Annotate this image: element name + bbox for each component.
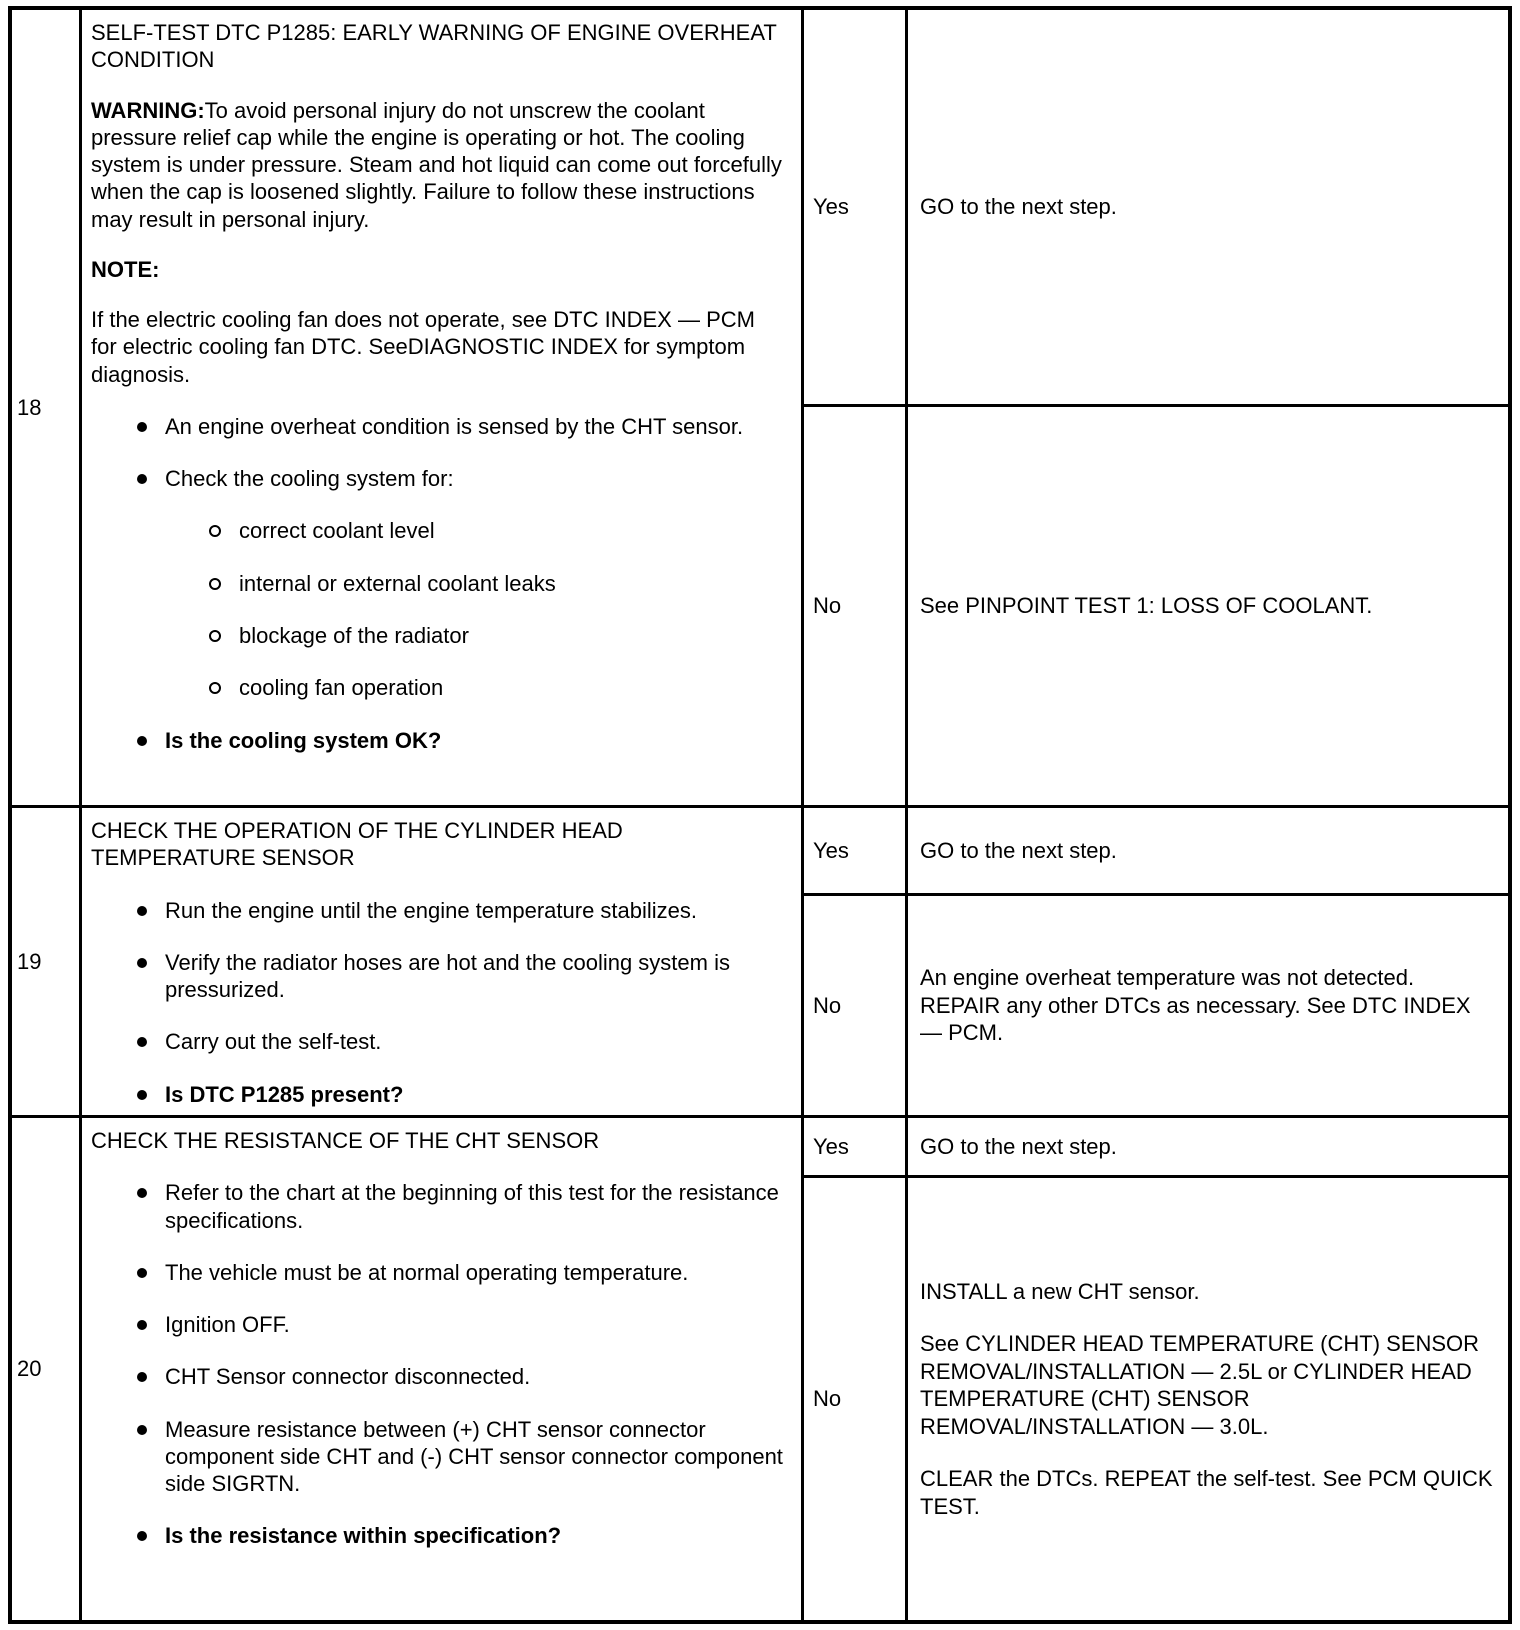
open-bullet-icon (209, 682, 221, 694)
answer-label: No (813, 593, 842, 618)
step-title: SELF-TEST DTC P1285: EARLY WARNING OF ENGINE OVERHEAT CONDITION (91, 20, 777, 73)
bullet-item (91, 413, 785, 440)
bullet-text: Refer to the chart at the beginning of this test for the resistance specifications. (165, 1180, 779, 1233)
bullet-text: Ignition OFF. (165, 1312, 290, 1338)
action-cell (908, 896, 1508, 1115)
filled-bullet-icon (137, 1320, 147, 1330)
bullet-item (91, 465, 785, 492)
action-text: See CYLINDER HEAD TEMPERATURE (CHT) SENSOR REMOVAL/INSTALLATION — 2.5L or CYLINDER HEAD TEMPERATURE (CHT) SENSOR REMOVAL/INSTALLATION — 3.0L. (920, 1331, 1480, 1439)
bullet-list (91, 897, 785, 1108)
answer-label: No (813, 1386, 842, 1411)
bullet-text: Check the cooling system for: (165, 466, 454, 492)
bullet-item (91, 949, 785, 1004)
filled-bullet-icon (137, 1037, 147, 1047)
bullet-item (91, 1363, 785, 1390)
note-label: NOTE: (91, 256, 160, 282)
answer-label: Yes (813, 837, 849, 863)
bullet-item (91, 1259, 785, 1286)
outcome-yes-row (804, 10, 1508, 407)
sub-bullet-item (91, 622, 785, 649)
step-title: CHECK THE OPERATION OF THE CYLINDER HEAD TEMPERATURE SENSOR (91, 818, 623, 871)
bullet-text: correct coolant level (239, 518, 435, 544)
action-text: GO to the next step. (920, 1133, 1117, 1159)
step-number: 19 (17, 948, 42, 974)
answer-cell (804, 808, 908, 893)
warning-label: WARNING: (91, 97, 205, 123)
warning-text: To avoid personal injury do not unscrew the coolant pressure relief cap while the engine is operating or hot. The cooling system is under pressure. Steam and hot liquid can come out forcefully when the cap is loosened slightly. Failure to follow these instructions may result in personal injury. (91, 97, 782, 232)
action-text: An engine overheat temperature was not detected. REPAIR any other DTCs as necessary. See DTC INDEX — PCM. (920, 965, 1471, 1046)
action-text: See PINPOINT TEST 1: LOSS OF COOLANT. (920, 593, 1373, 619)
bullet-list (91, 1179, 785, 1549)
outcome-yes-row (804, 808, 1508, 896)
bullet-text: internal or external coolant leaks (239, 570, 556, 596)
answer-label: Yes (813, 194, 849, 219)
open-bullet-icon (209, 578, 221, 590)
filled-bullet-icon (137, 736, 147, 746)
filled-bullet-icon (137, 422, 147, 432)
answer-cell (804, 407, 908, 805)
warning-paragraph (91, 97, 785, 233)
open-bullet-icon (209, 630, 221, 642)
filled-bullet-icon (137, 474, 147, 484)
table-row-19 (12, 808, 1508, 1118)
action-cell (908, 10, 1508, 404)
answer-cell (804, 10, 908, 404)
outcome-no-row (804, 407, 1508, 805)
answer-cell (804, 1178, 908, 1620)
description-cell (82, 10, 804, 805)
note-paragraph: If the electric cooling fan does not operate, see DTC INDEX — PCM for electric cooling fan DTC. SeeDIAGNOSTIC INDEX for symptom diagnosis. (91, 307, 755, 387)
bullet-text: Measure resistance between (+) CHT sensor connector component side CHT and (-) CHT sensor connector component side SIGRTN. (165, 1416, 783, 1497)
action-cell (908, 1178, 1508, 1620)
action-cell (908, 808, 1508, 893)
bullet-item (91, 1179, 785, 1234)
filled-bullet-icon (137, 1090, 147, 1100)
diagnostic-table (8, 6, 1512, 1624)
sub-bullet-item (91, 517, 785, 544)
question-bullet-item (91, 727, 785, 754)
outcome-yes-row (804, 1118, 1508, 1178)
question-bullet-item (91, 1081, 785, 1108)
bullet-text: blockage of the radiator (239, 622, 469, 648)
bullet-item (91, 1416, 785, 1498)
action-text: GO to the next step. (920, 837, 1117, 863)
description-cell (82, 1118, 804, 1620)
action-text: GO to the next step. (920, 194, 1117, 220)
table-row-18 (12, 10, 1508, 808)
bullet-text: cooling fan operation (239, 675, 444, 701)
filled-bullet-icon (137, 1531, 147, 1541)
question-text: Is DTC P1285 present? (165, 1081, 404, 1107)
filled-bullet-icon (137, 958, 147, 968)
sub-bullet-item (91, 674, 785, 701)
outcome-column (804, 1118, 1508, 1620)
bullet-item (91, 1028, 785, 1055)
filled-bullet-icon (137, 906, 147, 916)
question-bullet-item (91, 1522, 785, 1549)
filled-bullet-icon (137, 1372, 147, 1382)
outcome-no-row (804, 1178, 1508, 1620)
bullet-text: CHT Sensor connector disconnected. (165, 1364, 531, 1390)
action-text: INSTALL a new CHT sensor. (920, 1278, 1200, 1304)
step-number-cell (12, 10, 82, 805)
bullet-text: The vehicle must be at normal operating temperature. (165, 1259, 689, 1285)
outcome-no-row (804, 896, 1508, 1115)
action-cell (908, 407, 1508, 805)
bullet-list (91, 413, 785, 754)
step-number-cell (12, 1118, 82, 1620)
bullet-text: An engine overheat condition is sensed by the CHT sensor. (165, 413, 744, 439)
bullet-text: Carry out the self-test. (165, 1029, 382, 1055)
bullet-item (91, 897, 785, 924)
step-number: 18 (17, 394, 42, 420)
table-row-20 (12, 1118, 1508, 1620)
step-number: 20 (17, 1356, 42, 1381)
outcome-column (804, 10, 1508, 805)
sub-bullet-item (91, 570, 785, 597)
question-text: Is the cooling system OK? (165, 727, 442, 753)
bullet-text: Verify the radiator hoses are hot and the cooling system is pressurized. (165, 949, 730, 1003)
action-cell (908, 1118, 1508, 1175)
bullet-item (91, 1311, 785, 1338)
bullet-text: Run the engine until the engine temperature stabilizes. (165, 897, 698, 923)
filled-bullet-icon (137, 1268, 147, 1278)
answer-cell (804, 896, 908, 1115)
outcome-column (804, 808, 1508, 1115)
filled-bullet-icon (137, 1188, 147, 1198)
filled-bullet-icon (137, 1425, 147, 1435)
question-text: Is the resistance within specification? (165, 1523, 562, 1549)
answer-label: No (813, 992, 842, 1018)
step-title: CHECK THE RESISTANCE OF THE CHT SENSOR (91, 1128, 600, 1153)
action-text: CLEAR the DTCs. REPEAT the self-test. See PCM QUICK TEST. (920, 1466, 1493, 1519)
answer-label: Yes (813, 1133, 849, 1159)
open-bullet-icon (209, 525, 221, 537)
answer-cell (804, 1118, 908, 1175)
description-cell (82, 808, 804, 1115)
step-number-cell (12, 808, 82, 1115)
